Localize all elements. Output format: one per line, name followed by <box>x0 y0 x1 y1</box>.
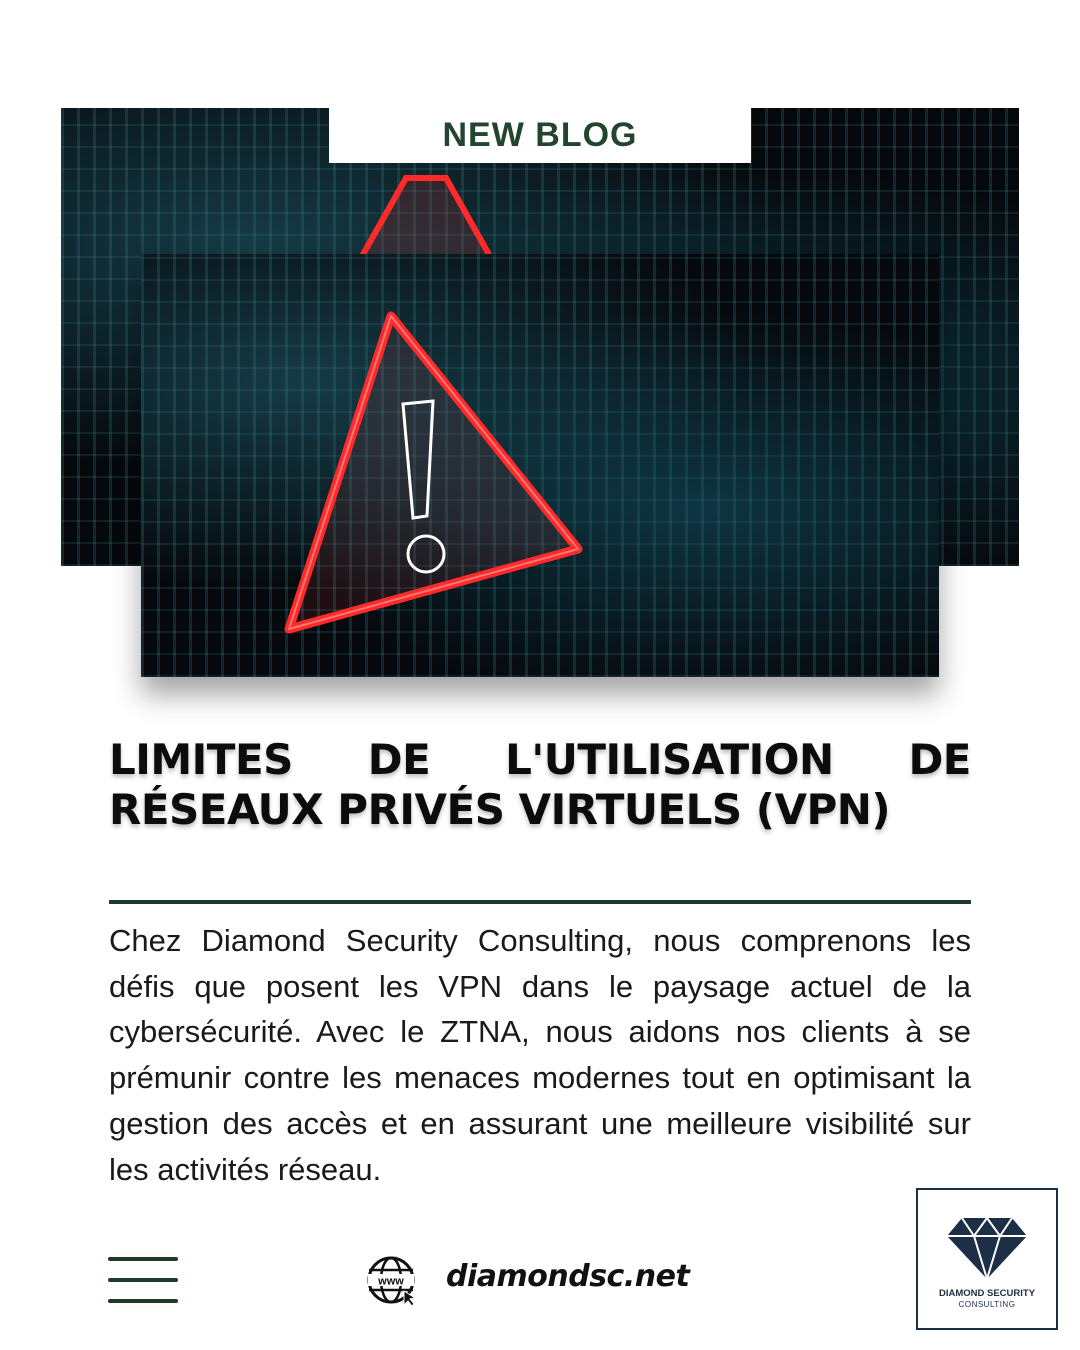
article-title: LIMITES DE L'UTILISATION DE RÉSEAUX PRIVÉS VIRTUELS (VPN) <box>109 735 971 834</box>
diamond-icon <box>946 1216 1028 1280</box>
new-blog-label: NEW BLOG <box>442 116 638 154</box>
globe-www-icon <box>366 1255 418 1307</box>
article-body: Chez Diamond Security Consulting, nous comprenons les défis que posent les VPN dans le paysage actuel de la cybersécurité. Avec le ZTNA, nous aidons nos clients à se prémunir contre les menaces modernes tout en optimisant la gestion des accès et en assurant une meilleure visibilité sur les activités réseau. <box>109 923 971 1187</box>
warning-triangle-icon <box>141 254 939 677</box>
hamburger-menu-icon[interactable] <box>108 1257 178 1303</box>
hero-image-front <box>141 254 939 677</box>
new-blog-tag <box>329 108 751 163</box>
divider <box>109 900 971 904</box>
logo-company-name: DIAMOND SECURITY <box>938 1288 1036 1299</box>
company-logo <box>916 1188 1058 1330</box>
website-link[interactable]: diamondsc.net <box>446 1259 690 1294</box>
logo-company-sub: CONSULTING <box>958 1300 1016 1309</box>
globe-www-text: www <box>378 1275 404 1288</box>
